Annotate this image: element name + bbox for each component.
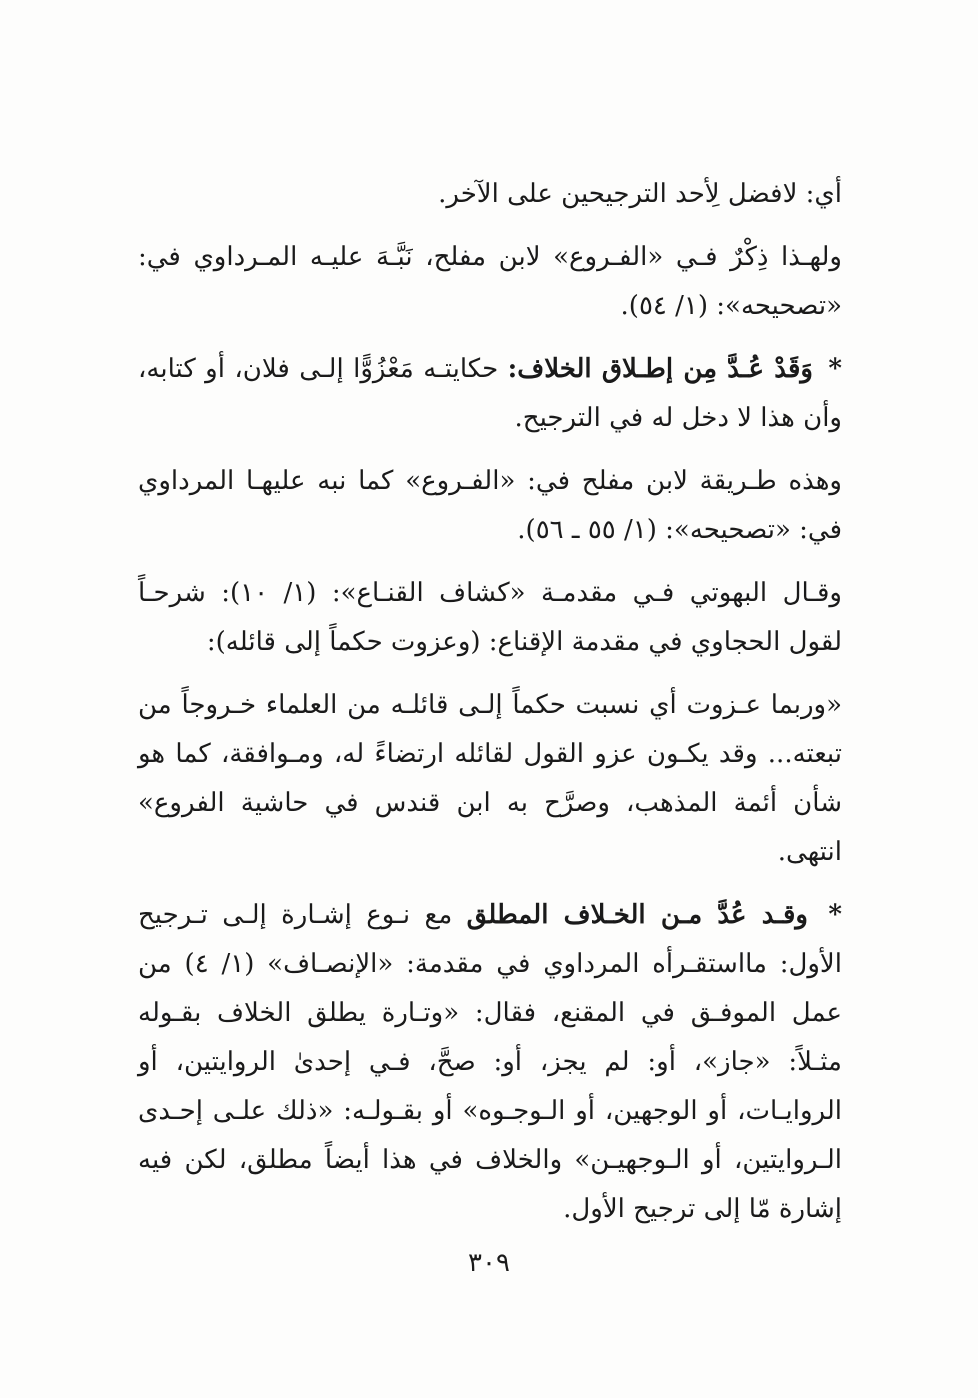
- asterisk-bullet: *: [828, 900, 842, 930]
- paragraph-6-quote: [138, 681, 842, 877]
- paragraph-1: [138, 170, 842, 219]
- paragraph-text: «وربما عـزوت أي نسبت حكماً إلـى قائلـه من العلماء خـروجاً من تبعته... وقد يكـون عزو القول لقائله ارتضاءً له، ومـوافقة، كما هو شأن أئمة المذهب، وصرَّح به ابن قندس في حاشية الفروع» انتهى.: [138, 690, 842, 867]
- paragraph-2: [138, 233, 842, 331]
- paragraph-7: [138, 891, 842, 1234]
- paragraph-5: [138, 569, 842, 667]
- paragraph-3: [138, 345, 842, 443]
- paragraph-text: وهذه طـريقة لابن مفلح في: «الفـروع» كما نبه عليهـا المرداوي في: «تصحيحه»: (١/ ٥٥ ـ ٥٦).: [138, 466, 842, 545]
- asterisk-bullet: *: [828, 354, 842, 384]
- paragraph-text: وقـال البهوتي فـي مقدمـة «كشاف القنـاع»: (١/ ١٠): شرحـاً لقول الحجاوي في مقدمة الإقناع: (وعزوت حكماً إلى قائله):: [138, 578, 842, 657]
- bold-lead-phrase: وقـد عُدَّ مـن الخـلاف المطلق: [466, 900, 808, 930]
- paragraph-text: أي: لافضل لِأحد الترجيحين على الآخر.: [438, 179, 842, 209]
- bold-lead-phrase: وَقَدْ عُـدَّ مِن إطـلاق الخلاف:: [507, 354, 813, 384]
- page-number: ٣٠٩: [468, 1248, 510, 1278]
- paragraph-text: حكايتـه مَعْزُوًّا إلـى فلان، أو كتابه، وأن هذا لا دخل له في الترجيح.: [138, 354, 842, 433]
- paragraph-text: ولهـذا ذِكْرٌ فـي «الفـروع» لابن مفلح، نَبَّـهَ عليـه المـرداوي في: «تصحيحه»: (١/ ٥٤).: [138, 242, 842, 321]
- paragraph-text: مع نـوع إشـارة إلـى تـرجيح الأول: مااستقـرأه المرداوي في مقدمة: «الإنصـاف» (١/ ٤) من عمل الموفـق في المقنع، فقال: «وتـارة يطلق الخلاف بقـوله مثـلاً: «جاز»، أو: لم يجز، أو: صحَّ، فـي إحدىٰ الروايتين، أو الروايـات، أو الوجهين، أو الـوجـوه» أو بقـولـه: «ذلك علـى إحـدى الـروايتين، أو الـوجهيـن» والخلاف في هذا أيضاً مطلق، لكن فيه إشارة مّا إلى ترجيح الأول.: [138, 900, 842, 1224]
- text-body: [138, 170, 842, 1248]
- paragraph-4: [138, 457, 842, 555]
